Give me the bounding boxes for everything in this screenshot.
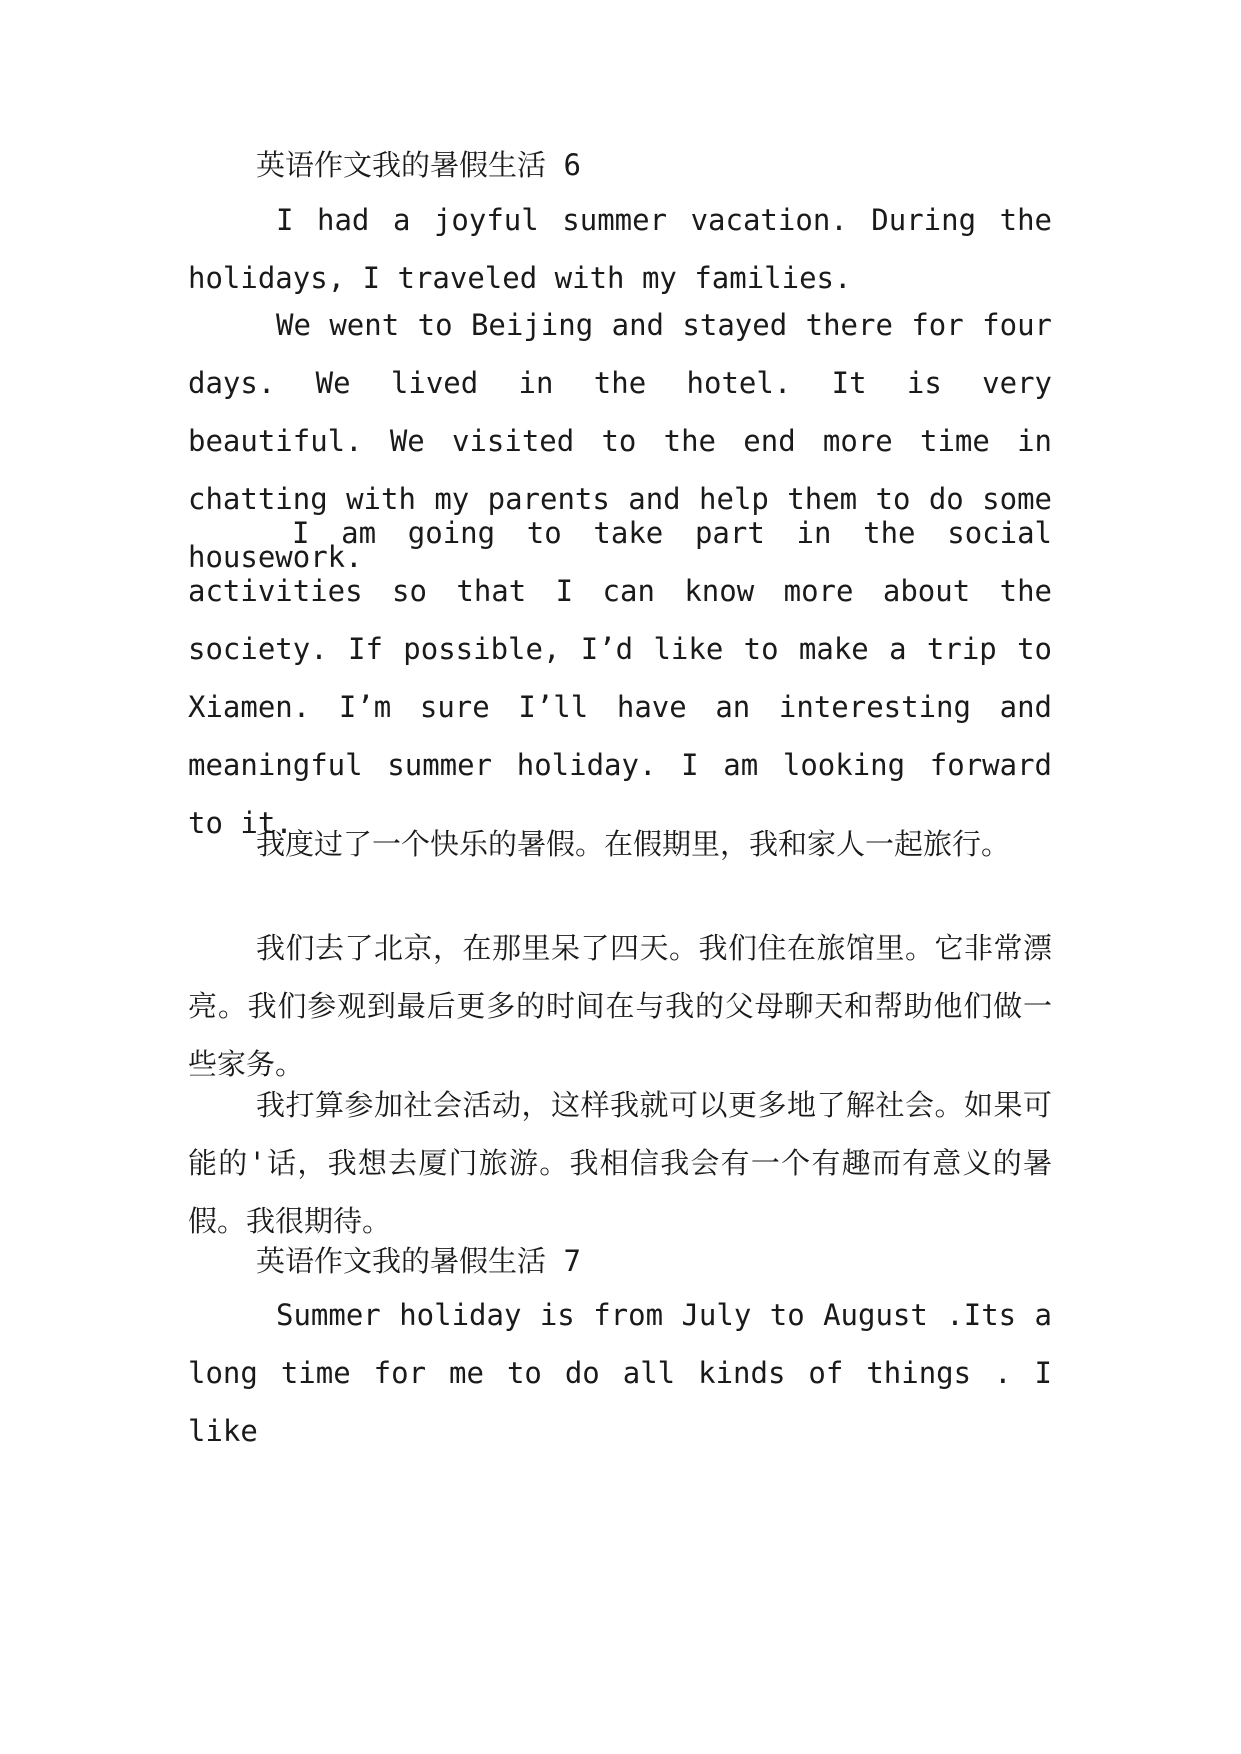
- essay-6-paragraph-1: I had a joyful summer vacation. During the holidays, I traveled with my families.: [188, 203, 1052, 295]
- essay-7-heading: 英语作文我的暑假生活 7: [256, 1244, 581, 1278]
- essay-6-paragraph-2: We went to Beijing and stayed there for four days. We lived in the hotel. It is very beautiful. We visited to the end more time in chatting with my parents and help them to do some housework.: [188, 308, 1052, 574]
- essay-6-paragraph-4-zh: 我度过了一个快乐的暑假。在假期里，我和家人一起旅行。: [256, 827, 1011, 861]
- essay-6-paragraph-3: I am going to take part in the social activities so that I can know more about the society. If possible, I’d like to make a trip to Xiamen. I’m sure I’ll have an interesting and meaningful summer holiday. I am looking forward to it.: [188, 516, 1052, 840]
- essay-7-paragraph-1: Summer holiday is from July to August .Its a long time for me to do all kinds of things . I like: [188, 1298, 1052, 1448]
- essay-6-heading: 英语作文我的暑假生活 6: [256, 148, 581, 182]
- essay-6-paragraph-5-zh: 我们去了北京，在那里呆了四天。我们住在旅馆里。它非常漂亮。我们参观到最后更多的时间在与我的父母聊天和帮助他们做一些家务。: [188, 931, 1052, 1081]
- essay-6-paragraph-6-zh: 我打算参加社会活动，这样我就可以更多地了解社会。如果可能的'话，我想去厦门旅游。我相信我会有一个有趣而有意义的暑假。我很期待。: [188, 1088, 1052, 1238]
